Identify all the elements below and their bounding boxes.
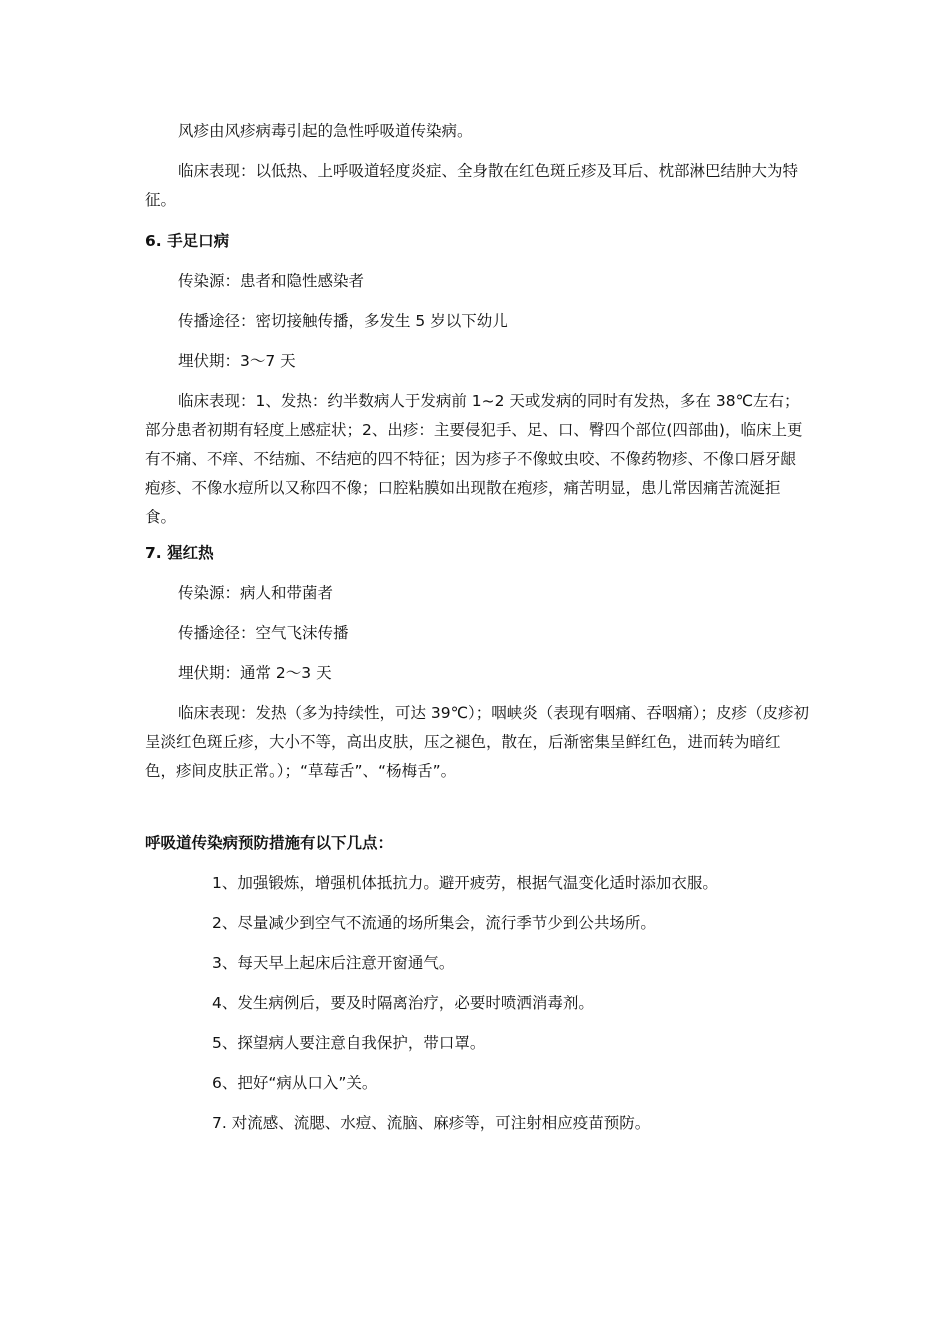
scarlet-route-paragraph: 传播途径：空气飞沫传播 (178, 624, 349, 642)
hfmd-incubation-paragraph: 埋伏期：3～7 天 (178, 352, 296, 370)
prevention-item-6: 6、把好“病从口入”关。 (212, 1074, 378, 1092)
hfmd-heading: 6. 手足口病 (145, 232, 230, 250)
rubella-intro-paragraph: 风疹由风疹病毒引起的急性呼吸道传染病。 (178, 122, 473, 140)
scarlet-source-paragraph: 传染源：病人和带菌者 (178, 584, 334, 602)
scarlet-heading: 7. 猩红热 (145, 544, 214, 562)
prevention-item-4: 4、发生病例后，要及时隔离治疗，必要时喷洒消毒剂。 (212, 994, 594, 1012)
hfmd-source-paragraph: 传染源：患者和隐性感染者 (178, 272, 365, 290)
scarlet-clinical-paragraph: 临床表现：发热（多为持续性，可达 39℃）；咽峡炎（表现有咽痛、吞咽痛）；皮疹（皮疹初呈淡红色斑丘疹，大小不等，高出皮肤，压之褪色，散在，后渐密集呈鲜红色，进而转为暗红色，疹间皮肤正常。）；“草莓舌”、“杨梅舌”。 (145, 704, 810, 780)
scarlet-incubation-paragraph: 埋伏期：通常 2～3 天 (178, 664, 332, 682)
rubella-clinical-paragraph: 临床表现：以低热、上呼吸道轻度炎症、全身散在红色斑丘疹及耳后、枕部淋巴结肿大为特征。 (145, 162, 799, 209)
hfmd-route-paragraph: 传播途径：密切接触传播，多发生 5 岁以下幼儿 (178, 312, 508, 330)
prevention-item-5: 5、探望病人要注意自我保护，带口罩。 (212, 1034, 486, 1052)
prevention-heading: 呼吸道传染病预防措施有以下几点： (145, 834, 394, 852)
prevention-item-1: 1、加强锻炼，增强机体抵抗力。避开疲劳，根据气温变化适时添加衣服。 (212, 874, 718, 892)
prevention-item-3: 3、每天早上起床后注意开窗通气。 (212, 954, 455, 972)
prevention-item-7: 7. 对流感、流腮、水痘、流脑、麻疹等，可注射相应疫苗预防。 (212, 1114, 651, 1132)
prevention-item-2: 2、尽量减少到空气不流通的场所集会，流行季节少到公共场所。 (212, 914, 656, 932)
hfmd-clinical-paragraph: 临床表现：1、发热：约半数病人于发病前 1~2 天或发病的同时有发热，多在 38℃左右；部分患者初期有轻度上感症状；2、出疹：主要侵犯手、足、口、臀四个部位(四部曲)，临床上更有不痛、不痒、不结痂、不结疤的四不特征；因为疹子不像蚊虫咬、不像药物疹、不像口唇牙龈疱疹、不像水痘所以又称四不像；口腔粘膜如出现散在疱疹，痛苦明显，患儿常因痛苦流涎拒食。 (145, 392, 803, 526)
